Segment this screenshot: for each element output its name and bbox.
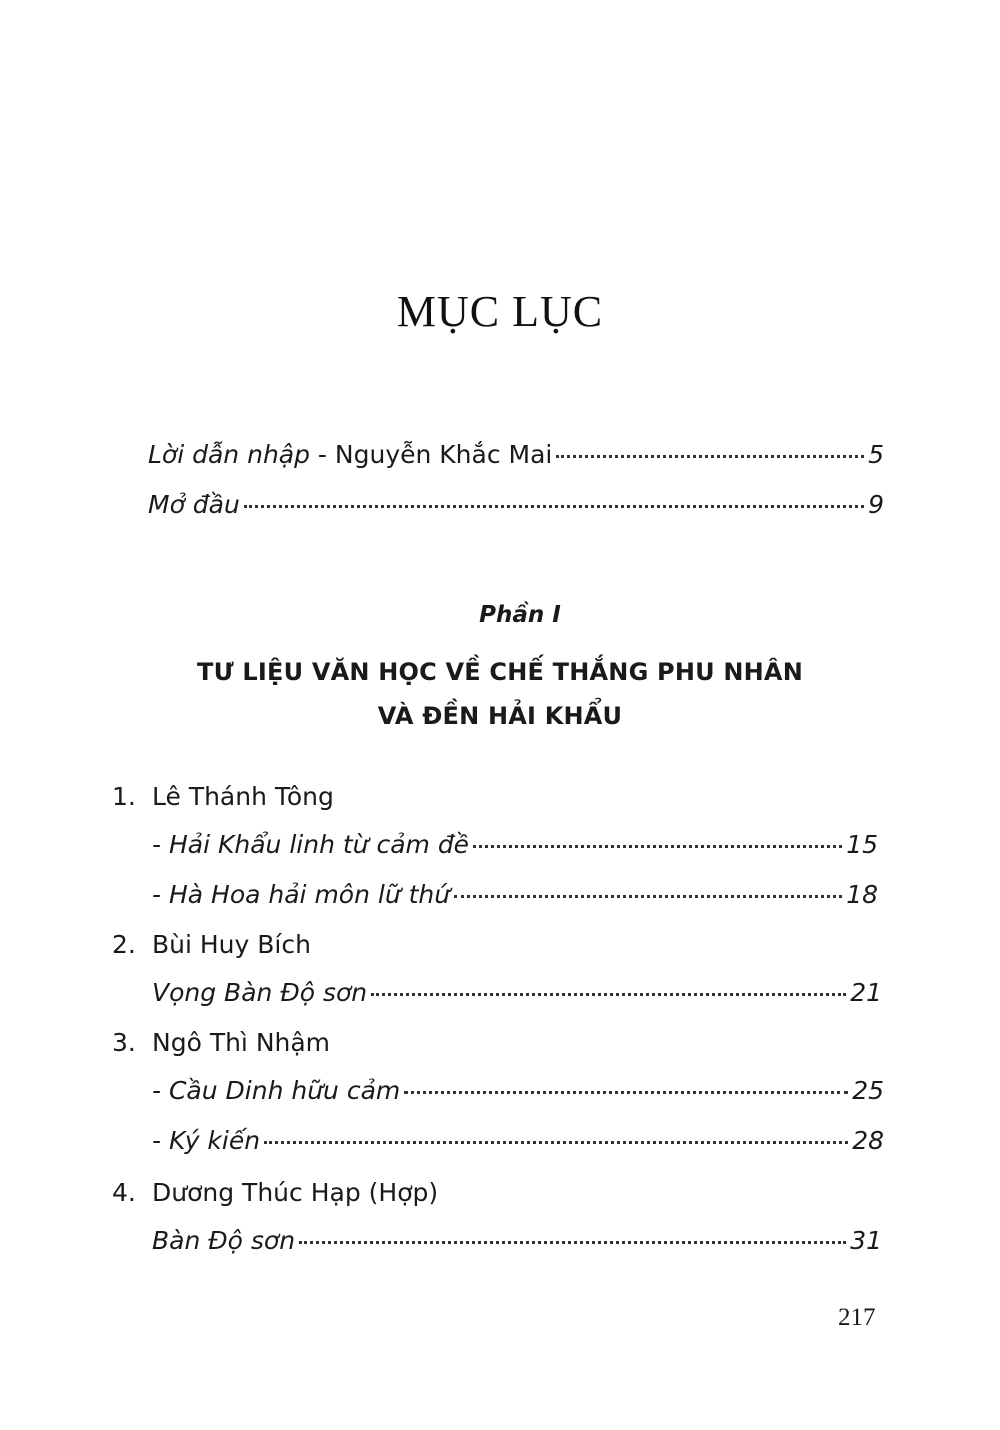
dot-leader [454, 895, 842, 898]
dot-leader [371, 993, 846, 996]
entry-page: 31 [850, 1226, 882, 1255]
entry-page: 5 [868, 440, 884, 469]
part-title-line-2: VÀ ĐỀN HẢI KHẨU [377, 702, 623, 730]
dot-leader [473, 845, 842, 848]
toc-entry-work [152, 976, 882, 1010]
entry-page: 15 [846, 830, 878, 859]
part-label: Phần I [479, 602, 561, 628]
part-title-line-1: TƯ LIỆU VĂN HỌC VỀ CHẾ THẮNG PHU NHÂN [197, 658, 803, 686]
author-heading [112, 780, 334, 814]
entry-page: 28 [852, 1126, 884, 1155]
author-name: Lê Thánh Tông [152, 782, 334, 811]
author-heading [112, 928, 311, 962]
dot-leader [556, 455, 864, 458]
entry-title: - Hải Khẩu linh từ cảm đề [152, 830, 470, 859]
author-number: 3. [112, 1028, 136, 1057]
entry-page: 18 [846, 880, 878, 909]
entry-title: Mở đầu [148, 490, 240, 519]
author-number: 4. [112, 1178, 136, 1207]
entry-title: - Cầu Dinh hữu cảm [152, 1076, 401, 1105]
entry-title: - Hà Hoa hải môn lữ thứ [152, 880, 451, 909]
toc-entry-work [152, 1224, 882, 1258]
entry-page: 25 [852, 1076, 884, 1105]
toc-entry-work [152, 878, 878, 912]
entry-title: Lời dẫn nhập [148, 440, 310, 469]
page-title: MỤC LỤC [396, 287, 604, 336]
page-number: 217 [838, 1304, 876, 1331]
dot-leader [244, 505, 864, 508]
toc-entry-intro [148, 438, 884, 472]
entry-page: 9 [868, 490, 884, 519]
author-heading [112, 1176, 438, 1210]
entry-title: - Ký kiến [152, 1126, 261, 1155]
author-name: Ngô Thì Nhậm [152, 1028, 331, 1057]
entry-title: Bàn Độ sơn [152, 1226, 296, 1255]
entry-page: 21 [850, 978, 882, 1007]
dot-leader [264, 1141, 848, 1144]
toc-entry-work [152, 1124, 884, 1158]
author-number: 1. [112, 782, 136, 811]
toc-entry-work [152, 828, 878, 862]
author-name: Bùi Huy Bích [152, 930, 311, 959]
entry-author: - Nguyễn Khắc Mai [309, 440, 553, 469]
author-name: Dương Thúc Hạp (Hợp) [152, 1178, 439, 1207]
toc-entry-work [152, 1074, 884, 1108]
dot-leader [299, 1241, 846, 1244]
entry-title: Vọng Bàn Độ sơn [152, 978, 368, 1007]
toc-entry-opening [148, 488, 884, 522]
dot-leader [404, 1091, 848, 1094]
author-heading [112, 1026, 330, 1060]
author-number: 2. [112, 930, 136, 959]
